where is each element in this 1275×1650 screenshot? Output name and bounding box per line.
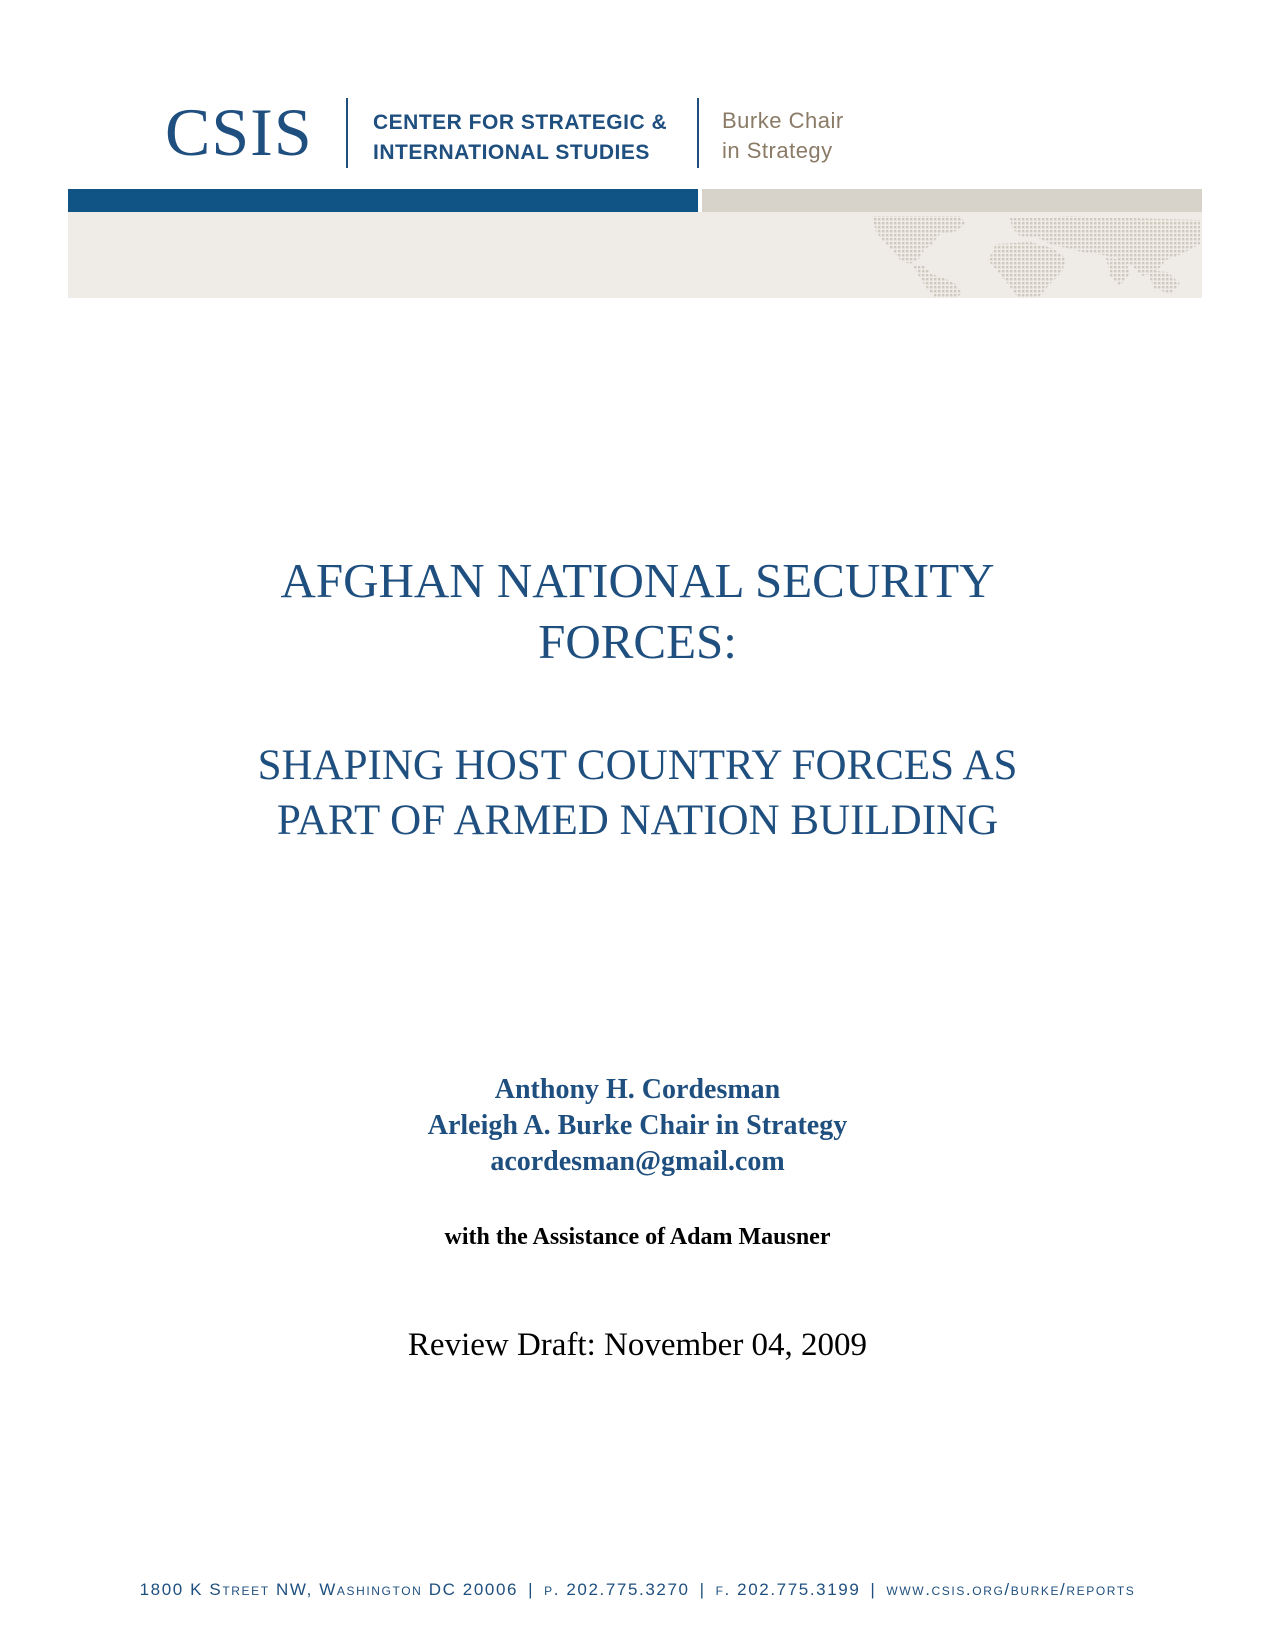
organization-name-line2: INTERNATIONAL STUDIES (373, 141, 650, 164)
organization-name-line1: CENTER FOR STRATEGIC & (373, 111, 668, 134)
assistance-credit: with the Assistance of Adam Mausner (444, 1224, 831, 1250)
document-title (0, 550, 1275, 672)
burke-chair-line1: Burke Chair (722, 108, 844, 133)
organization-name (373, 108, 667, 168)
author-position: Arleigh A. Burke Chair in Strategy (427, 1110, 848, 1141)
author-email: acordesman@gmail.com (490, 1146, 785, 1177)
footer-separator: | (528, 1580, 535, 1599)
world-map-icon (870, 214, 1202, 298)
footer-fax: f. 202.775.3199 (715, 1580, 861, 1599)
footer-address: 1800 K Street NW, Washington DC 20006 (139, 1580, 519, 1599)
logo-divider-left (346, 98, 348, 168)
csis-logo: CSIS (165, 94, 313, 170)
footer-separator: | (870, 1580, 877, 1599)
header-band-blue (68, 189, 698, 212)
burke-chair-label (722, 106, 844, 166)
header-band-grey (702, 189, 1202, 212)
burke-chair-line2: in Strategy (722, 138, 833, 163)
footer-contact (0, 1578, 1275, 1602)
subtitle-line2: PART OF ARMED NATION BUILDING (276, 797, 999, 844)
document-subtitle (0, 738, 1275, 848)
title-line1: AFGHAN NATIONAL SECURITY (280, 553, 995, 608)
footer-website: www.csis.org/burke/reports (886, 1580, 1136, 1599)
logo-divider-right (697, 98, 699, 168)
review-draft-date: Review Draft: November 04, 2009 (407, 1327, 868, 1363)
author-name: Anthony H. Cordesman (494, 1074, 781, 1105)
letterhead (0, 0, 1275, 300)
footer-separator: | (699, 1580, 706, 1599)
footer-phone: p. 202.775.3270 (544, 1580, 690, 1599)
title-line2: FORCES: (538, 614, 737, 669)
subtitle-line1: SHAPING HOST COUNTRY FORCES AS (257, 742, 1018, 789)
